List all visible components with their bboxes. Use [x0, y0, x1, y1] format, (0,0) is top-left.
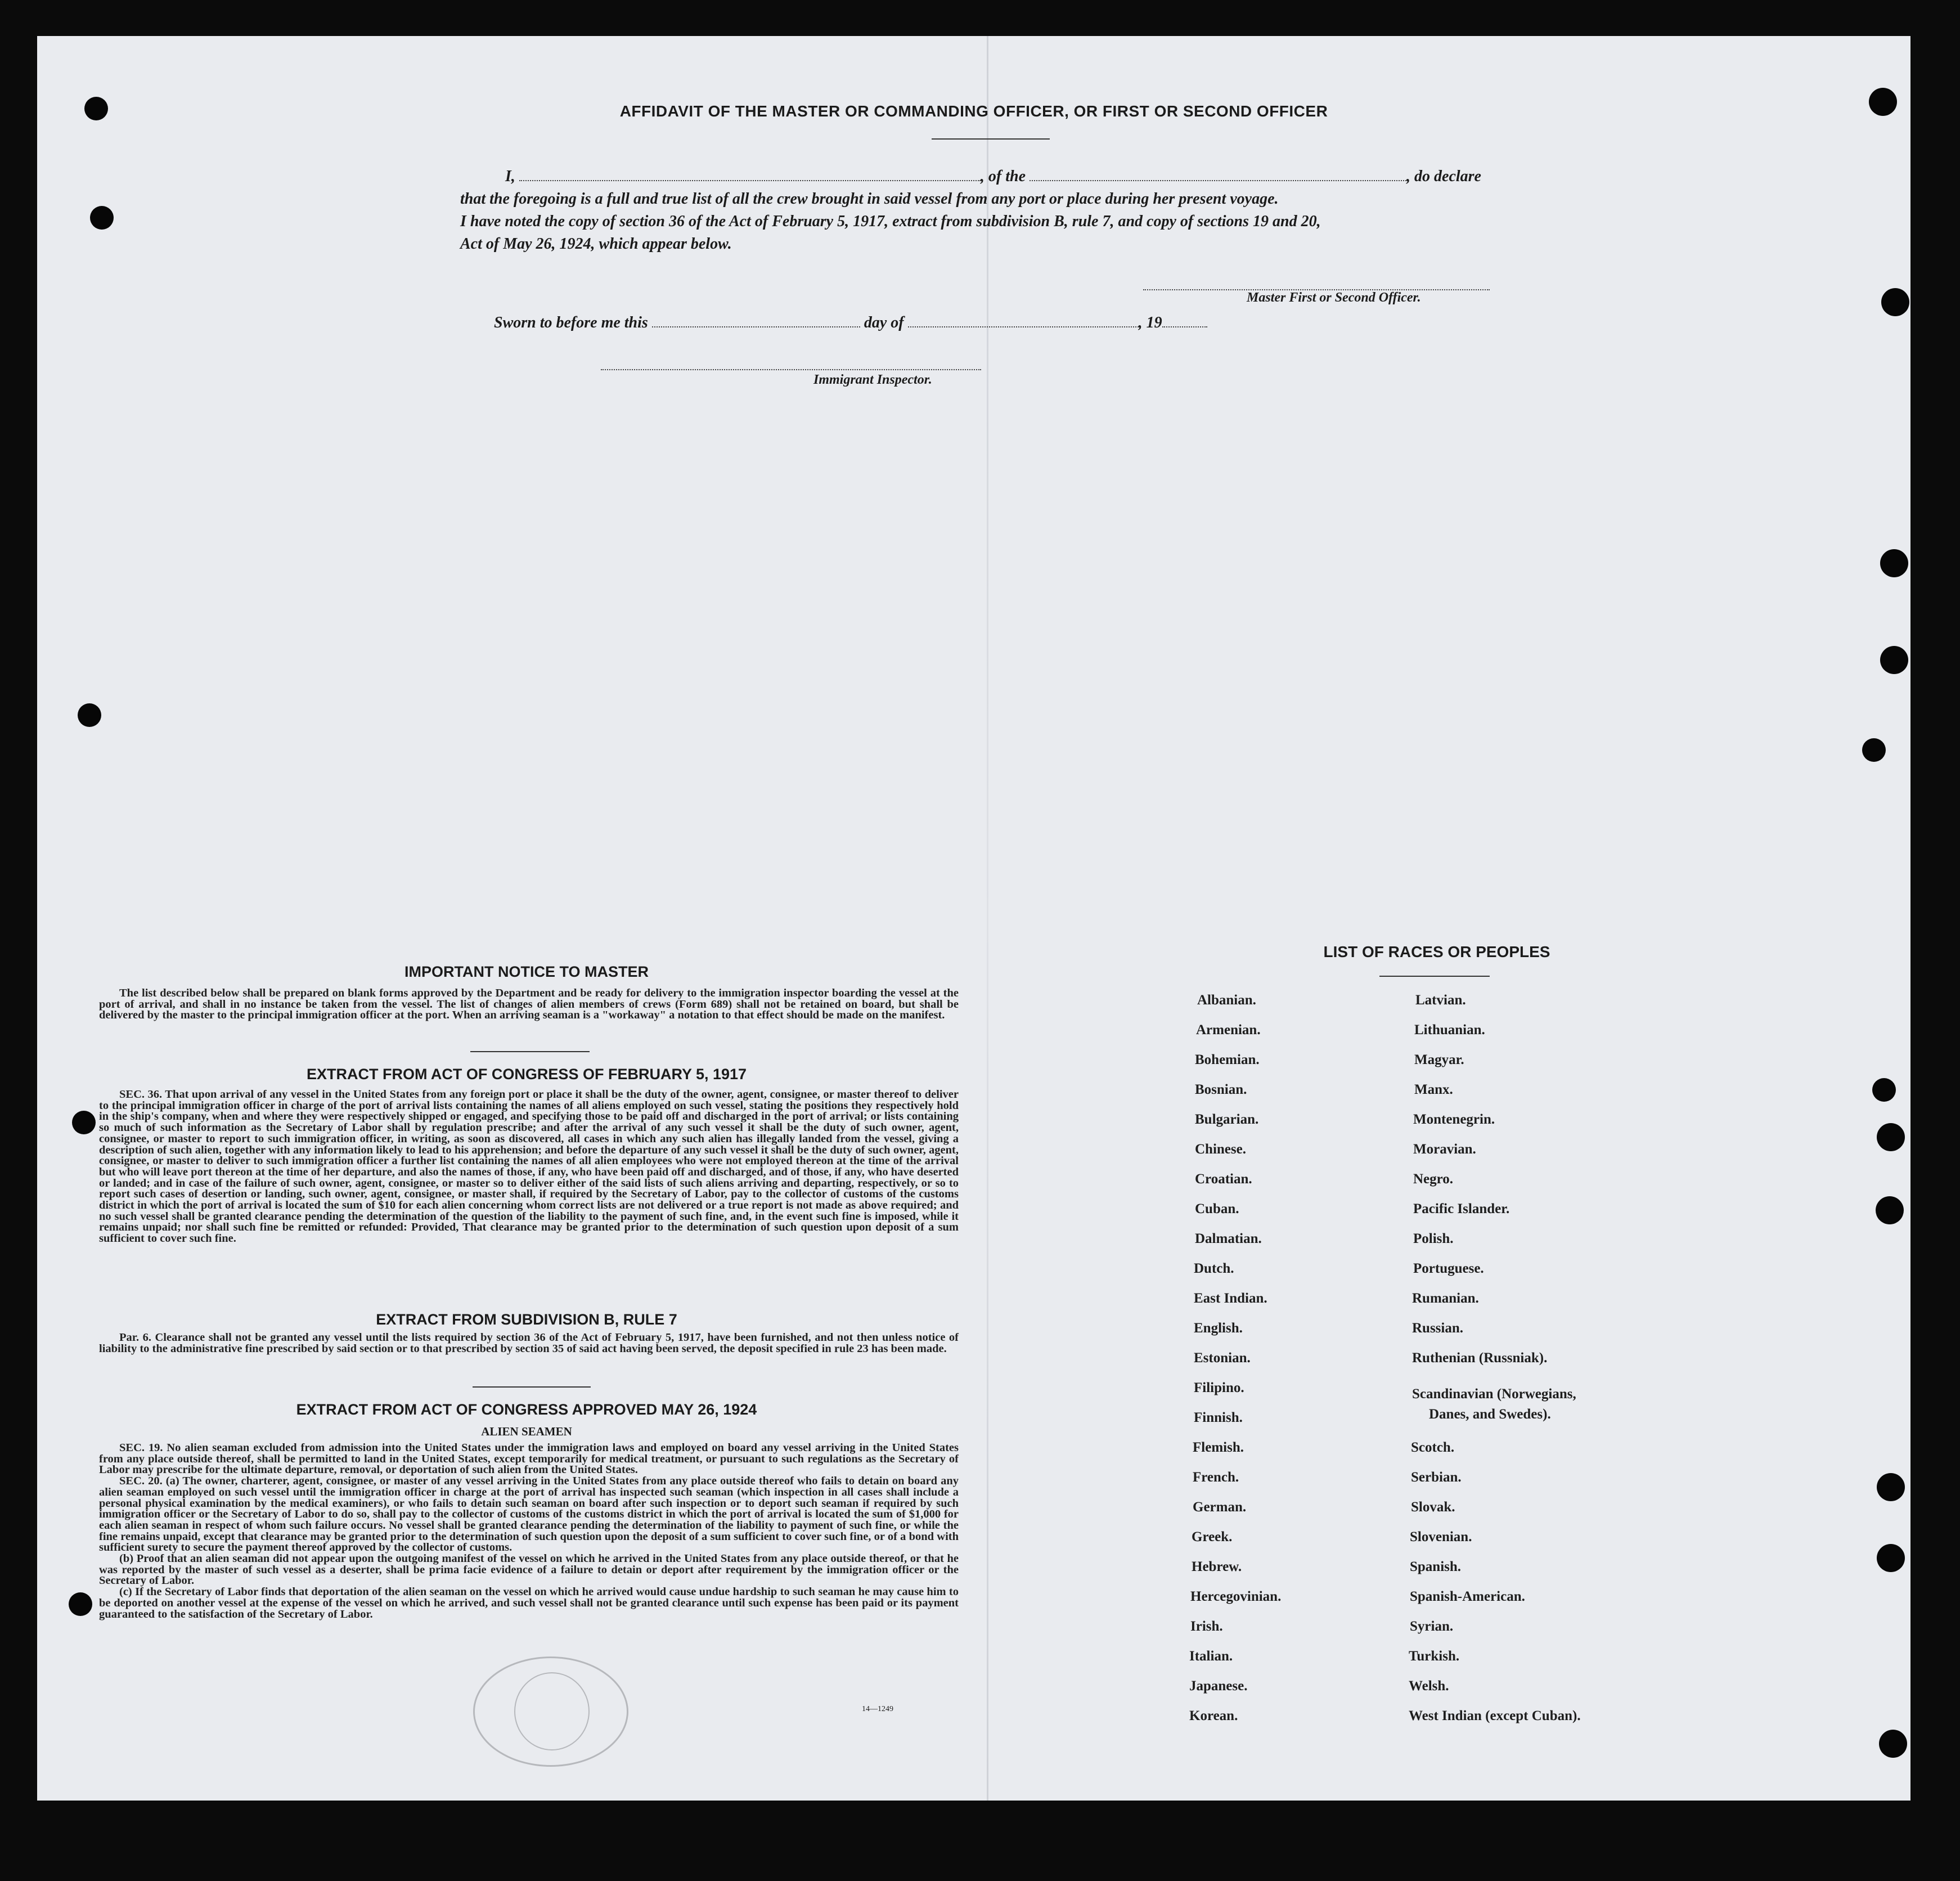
extract-1924-title: EXTRACT FROM ACT OF CONGRESS APPROVED MAY 26, 1924	[296, 1401, 757, 1418]
race-item: Ruthenian (Russniak).	[1412, 1350, 1548, 1366]
race-item: Latvian.	[1415, 993, 1466, 1008]
race-item: Dalmatian.	[1195, 1231, 1262, 1246]
sworn-year: , 19	[1138, 314, 1162, 331]
race-item: West Indian (except Cuban).	[1409, 1708, 1581, 1723]
punch-hole	[1880, 549, 1908, 577]
extract-1917-text	[99, 1089, 959, 1245]
race-item: French.	[1193, 1470, 1239, 1485]
race-item: Russian.	[1412, 1321, 1464, 1336]
sworn-text: Sworn to before me this	[494, 314, 648, 331]
name-blank[interactable]	[519, 179, 981, 181]
declaration-line-3: I have noted the copy of section 36 of the Act of February 5, 1917, extract from subdivision B, rule 7, and copy of sections 19 and 20,	[460, 213, 1321, 230]
extract-1924-text	[99, 1443, 959, 1620]
vessel-blank[interactable]	[1030, 179, 1406, 181]
declaration-line-2: that the foregoing is a full and true list of all the crew brought in said vessel from any port or place during her present voyage.	[460, 190, 1279, 208]
race-item: Spanish-American.	[1410, 1589, 1525, 1604]
punch-hole	[1862, 738, 1886, 762]
races-title: LIST OF RACES OR PEOPLES	[1323, 943, 1550, 960]
race-item: Serbian.	[1411, 1470, 1462, 1485]
race-item: Magyar.	[1414, 1052, 1464, 1067]
sworn-day-of: day of	[864, 314, 904, 331]
race-item: Portuguese.	[1413, 1261, 1484, 1276]
race-item: Hercegovinian.	[1190, 1589, 1282, 1604]
punch-hole	[1879, 1730, 1907, 1758]
punch-hole	[1872, 1078, 1896, 1102]
race-item: Cuban.	[1195, 1201, 1239, 1216]
page-fold	[987, 36, 988, 1801]
race-item: Scotch.	[1411, 1440, 1455, 1455]
punch-hole	[1877, 1473, 1905, 1501]
race-item: Slovenian.	[1410, 1529, 1472, 1545]
race-item: Irish.	[1190, 1619, 1223, 1634]
punch-hole	[1877, 1544, 1905, 1572]
race-item: Dutch.	[1194, 1261, 1234, 1276]
extract-1917-paragraph: SEC. 36. That upon arrival of any vessel in the United States from any foreign port or place it shall be the duty of the owner, agent, consignee, or master thereof to deliver to the principal immigration officer in charge of the port of arrival lists containing the names of all aliens employed on such vessel, stating the positions they respectively hold in the ship's company, when and where they were respectively shipped or engaged, and specifying those to be paid off and discharged in the port of arrival; or lists containing so much of such information as the Secretary of Labor shall by regulation prescribe; and after the arrival of any such vessel it shall be the duty of such owner, agent, consignee, or master to report to such immigration officer, in writing, as soon as discovered, all cases in which any such alien has illegally landed from the vessel, giving a description of such alien, together with any information likely to lead to his apprehension; and before the departure of any such vessel it shall be the duty of such owner, agent, consignee, or master to deliver to such immigration officer a further list containing the names of all alien employees who were not employed thereon at the time of the arrival but who will leave port thereon at the time of her departure, and also the names of those, if any, who have been paid off and discharged, and of those, if any, who have deserted or landed; and in case of the failure of such owner, agent, consignee, or master so to deliver either of the said lists of such aliens arriving and departing, respectively, or so to report such cases of desertion or landing, such owner, agent, consignee, or master shall, if required by the Secretary of Labor, pay to the collector of customs of the customs district in which the port of arrival is located the sum of $10 for each alien concerning whom correct lists are not delivered or a true report is not made as above required; and no such vessel shall be granted clearance pending the determination of the question of the liability to the payment of such fine, and, in the event such fine is imposed, while it remains unpaid; nor shall such fine be remitted or refunded: Provided, That clearance may be granted prior to the determination of such question upon deposit of a sum sufficient to cover such fine.	[99, 1088, 959, 1245]
race-item: Polish.	[1413, 1231, 1454, 1246]
race-item: Syrian.	[1410, 1619, 1454, 1634]
punch-hole	[1876, 1196, 1904, 1224]
race-item: Lithuanian.	[1414, 1022, 1485, 1038]
races-divider	[1379, 976, 1490, 977]
rule7-divider	[473, 1386, 591, 1388]
race-item: Korean.	[1189, 1708, 1238, 1723]
race-item: Montenegrin.	[1413, 1112, 1495, 1127]
sec-20a-paragraph: SEC. 20. (a) The owner, charterer, agent, consignee, or master of any vessel arriving in the United States from any place outside thereof who fails to detain on board any alien seaman employed on such vessel until the immigration officer in charge at the port of arrival has inspected such seaman (which inspection in all cases shall include a personal physical examination by the medical examiners), or who fails to detain such seaman on board after such inspection or to deport such seaman if required by such immigration officer or the Secretary of Labor to do so, shall pay to the collector of customs of the customs district in which the port of arrival is located the sum of $1,000 for each alien seaman in respect of whom such failure occurs. No vessel shall be granted clearance pending the determination of the liability to payment of such fine, or while the fine remains unpaid, except that clearance may be granted prior to the determination of such question upon the deposit of a sum sufficient to cover such fine, or of a bond with sufficient surety to secure the payment thereof approved by the collector of customs.	[99, 1475, 959, 1554]
form-number: 14—1249	[862, 1705, 893, 1713]
race-item: Bohemian.	[1195, 1052, 1260, 1067]
race-item: German.	[1193, 1500, 1247, 1515]
race-item: Slovak.	[1411, 1500, 1455, 1515]
punch-hole	[1880, 646, 1908, 674]
sworn-month-blank[interactable]	[908, 326, 1139, 327]
race-item: Chinese.	[1195, 1142, 1246, 1157]
race-item: Bulgarian.	[1195, 1112, 1259, 1127]
race-item: Armenian.	[1196, 1022, 1261, 1038]
sec-19-paragraph: SEC. 19. No alien seaman excluded from admission into the United States under the immigration laws and employed on board any vessel arriving in the United States from any place outside thereof, shall be permitted to land in the United States, except temporarily for medical treatment, or pursuant to such regulations as the Secretary of Labor may prescribe for the ultimate departure, removal, or deportation of such alien from the United States.	[99, 1442, 959, 1476]
extract-rule7-title: EXTRACT FROM SUBDIVISION B, RULE 7	[376, 1311, 677, 1328]
declaration-i: I,	[505, 168, 515, 185]
race-item: Turkish.	[1409, 1649, 1460, 1664]
document-page	[37, 36, 1910, 1801]
sworn-year-blank[interactable]	[1162, 326, 1207, 327]
race-item: Bosnian.	[1195, 1082, 1247, 1097]
declaration-line-4: Act of May 26, 1924, which appear below.	[460, 235, 732, 253]
race-item: Welsh.	[1409, 1678, 1449, 1694]
master-caption: Master First or Second Officer.	[1247, 290, 1421, 305]
race-item: Hebrew.	[1192, 1559, 1242, 1574]
race-item: Negro.	[1413, 1171, 1454, 1187]
official-seal	[473, 1656, 628, 1767]
inspector-caption: Immigrant Inspector.	[813, 372, 932, 387]
race-item: Greek.	[1192, 1529, 1233, 1545]
race-item: Italian.	[1189, 1649, 1233, 1664]
notice-text	[99, 988, 959, 1021]
race-item: Manx.	[1414, 1082, 1453, 1097]
declaration-of-the: , of the	[980, 168, 1026, 185]
race-item: Flemish.	[1193, 1440, 1244, 1455]
extract-rule7-paragraph: Par. 6. Clearance shall not be granted any vessel until the lists required by section 36 of the Act of February 5, 1917, have been furnished, and not then unless notice of liability to the administrative fine prescribed by said section or to that prescribed by section 35 of said act having been served, the deposit specified in rule 23 has been made.	[99, 1331, 959, 1355]
punch-hole	[72, 1111, 96, 1134]
punch-hole	[1877, 1123, 1905, 1151]
race-item: Albanian.	[1197, 993, 1256, 1008]
extract-1917-title: EXTRACT FROM ACT OF CONGRESS OF FEBRUARY 5, 1917	[306, 1066, 747, 1083]
sec-20c-paragraph: (c) If the Secretary of Labor finds that deportation of the alien seaman on the vessel on which he arrived would cause undue hardship to such seaman he may cause him to be deported on another vessel at the expense of the vessel on which he arrived, and such vessel shall not be granted clearance until such expense has been paid or its payment guaranteed to the satisfaction of the Secretary of Labor.	[99, 1586, 959, 1620]
race-item: Moravian.	[1413, 1142, 1476, 1157]
race-item: Filipino.	[1194, 1380, 1244, 1395]
punch-hole	[78, 703, 101, 727]
notice-paragraph: The list described below shall be prepared on blank forms approved by the Department and be ready for delivery to the immigration inspector boarding the vessel at the port of arrival, and shall in no instance be taken from the vessel. The list of changes of alien members of crews (Form 689) shall not be retained on board, but shall be delivered by the master to the principal immigration officer at the port. When an arriving seaman is a "workaway" a notation to that effect should be made on the manifest.	[99, 987, 959, 1022]
inspector-signature-line[interactable]	[601, 369, 981, 370]
sworn-line	[494, 314, 1597, 332]
race-item: Japanese.	[1189, 1678, 1248, 1694]
race-item: Danes, and Swedes).	[1429, 1407, 1551, 1422]
race-item: East Indian.	[1194, 1291, 1267, 1306]
race-item: Scandinavian (Norwegians,	[1412, 1386, 1576, 1402]
notice-divider	[470, 1051, 590, 1052]
extract-rule7-text	[99, 1332, 959, 1354]
notice-title: IMPORTANT NOTICE TO MASTER	[404, 963, 649, 980]
race-item: Rumanian.	[1412, 1291, 1479, 1306]
punch-hole	[69, 1592, 92, 1616]
sworn-date-blank[interactable]	[652, 326, 860, 327]
punch-hole	[90, 206, 114, 230]
punch-hole	[1881, 288, 1909, 316]
race-item: Finnish.	[1194, 1410, 1243, 1425]
sec-20b-paragraph: (b) Proof that an alien seaman did not appear upon the outgoing manifest of the vessel on which he arrived in the United States from any place outside thereof, or that he was reported by the master of such vessel as a deserter, shall be prima facie evidence of a failure to detain or deport after requirement by the immigration officer or the Secretary of Labor.	[99, 1552, 959, 1587]
declaration-do-declare: , do declare	[1406, 168, 1481, 185]
declaration-line-1	[460, 168, 1563, 186]
affidavit-divider	[932, 138, 1050, 140]
race-item: Pacific Islander.	[1413, 1201, 1510, 1216]
race-item: Estonian.	[1194, 1350, 1251, 1366]
affidavit-title: AFFIDAVIT OF THE MASTER OR COMMANDING OFFICER, OR FIRST OR SECOND OFFICER	[619, 102, 1328, 120]
alien-seamen-subtitle: ALIEN SEAMEN	[481, 1425, 572, 1438]
race-item: English.	[1194, 1321, 1243, 1336]
race-item: Spanish.	[1410, 1559, 1462, 1574]
race-item: Croatian.	[1195, 1171, 1252, 1187]
